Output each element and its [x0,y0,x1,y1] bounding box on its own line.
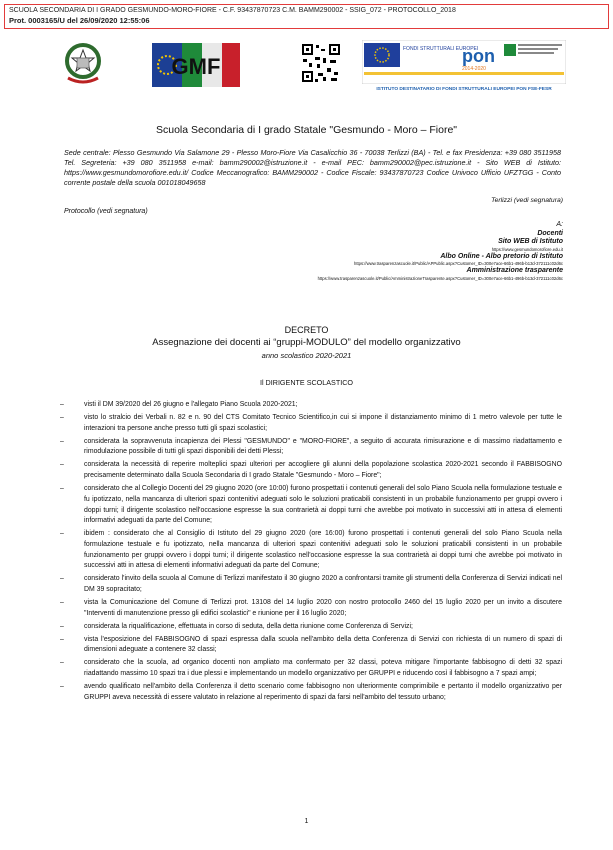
republic-emblem-icon [62,38,104,88]
school-year: anno scolastico 2020-2021 [261,351,352,360]
list-item: – vista l'esposizione del FABBISOGNO di spazi espressa dalla scuola nell'ambito della detta Conferenza di Servizi con richiesta di un numero di spazi di dimensioni adeguate a contenere 32 classi; [60,635,562,654]
pon-fondi-text: FONDI STRUTTURALI EUROPEI [403,46,479,52]
stamp-line-2: Prot. 0003165/U del 26/09/2020 12:55:06 [9,16,150,25]
list-item: – avendo qualificato nell'ambito della Conferenza il detto scenario come fabbisogno non ulteriormente comprimibile e pertanto il modello organizzativo per GRUPPI aveva necessità di essere valutato in relazione al reperimento di spazi da farsi nell'ambito del tessuto urbano; [60,683,562,701]
recipient-sito-url[interactable]: https://www.gesmundomorofiore.edu.it [491,246,563,252]
gmf-school-logo [152,43,240,87]
recipient-docenti: Docenti [537,229,563,237]
list-item: – visto lo stralcio dei Verbali n. 82 e n. 90 del CTS Comitato Tecnico Scientifico,in cui si impone il distanziamento minimo di 1 metro valevole per tutte le interazioni tra persone anche presso tutti gli spazi scolastici; [60,414,562,432]
recipient-albo: Albo Online - Albo pretorio di Istituto [440,252,563,260]
list-item: – considerata la necessità di reperire molteplici spazi ulteriori per accogliere gli alunni della popolazione scolastica 2020-2021 secondo il FABBISOGNO precisamente determinato dalla Scuola Secondaria di I grado Statale "Gesmundo - Moro – Fiore"; [60,461,562,480]
recipients-a: A: [556,221,563,228]
recipient-amm: Amministrazione trasparente [466,267,563,274]
page-number: 1 [304,818,309,825]
list-item: – ibidem : considerato che al Consiglio di Istituto del 29 giugno 2020 (ore 16:00) furono prospettati i contenuti generali del solo Piano Scuola nella formulazione testuale e fu ipotizzato, nella mancanza di ulteriori spazi contenitivi adeguati solo le soluzioni praticabili consistenti in un probabile funzionamento per gruppi ovvero i doppi turni; il dirigente scolastico nell'occasione espresse la sua contrarietà ai doppi turni che avrebbe poi motivato in successivi atti in attesa di elementi informativi adeguati da parte del Comune; [60,530,562,570]
stamp-line-1: SCUOLA SECONDARIA DI I GRADO GESMUNDO-MORO-FIORE - C.F. 93437870723 C.M. BAMM290002 - SSIG_072 - PROTOCOLLO_2018 [9,7,456,14]
place-date: Terlizzi (vedi segnatura) [491,197,563,204]
qr-code-icon [301,43,341,83]
list-item: – vista la Comunicazione del Comune di Terlizzi prot. 13108 del 14 luglio 2020 con nostro protocollo 2460 del 15 luglio 2020 per un invito a discutere "Interventi di manutenzione presso gli edifici scolastici" e riunione per il 16 luglio 2020; [60,599,562,617]
recipient-sito: Sito WEB di Istituto [498,238,563,245]
list-item: – considerato che la scuola, ad organico docenti non ampliato ma confermato per 32 classi, poteva mitigare l'importante fabbisogno di detti 32 spazi riadattando massimo 10 spazi tra i due plessi e implementando un modello organizzativo per GRUPPI e riducendo così il fabbisogno a 7 spazi ampi; [60,659,562,678]
premises-list [60,400,562,706]
dirigente-heading: Il DIRIGENTE SCOLASTICO [259,378,354,387]
list-item: – considerato l'invito della scuola al Comune di Terlizzi manifestato il 30 giugno 2020 a confrontarsi tramite gli strumenti della Conferenza di Servizi indicati nel DM 39 sopracitato; [60,575,562,594]
pon-footer-text: ISTITUTO DESTINATARIO DI FONDI STRUTTURALI EUROPEI PON FSE-FESR [376,87,552,92]
decree-subject: Assegnazione dei docenti ai “gruppi-MODULO” del modello organizzativo [152,337,461,348]
protocol-stamp [4,4,609,29]
list-item: – considerata la riqualificazione, effettuata in corso di seduta, della detta riunione come Conferenza di Servizi; [60,622,413,630]
gmf-text: GMF [171,54,221,79]
list-item: – considerata la sopravvenuta incapienza dei Plessi "GESMUNDO" e "MORO-FIORE", a seguito di accurata rimisurazione e di massimo riadattamento e rimodulazione possibile di tutti gli spazi disponibili dei detti Plessi; [60,437,562,456]
list-item: – visti il DM 39/2020 del 26 giugno e l'allegato Piano Scuola 2020-2021; [60,401,298,408]
pon-fse-banner [362,40,566,92]
school-name: Scuola Secondaria di I grado Statale "Gesmundo - Moro – Fiore" [155,124,458,136]
pon-years-text: 2014-2020 [462,66,486,72]
protocol-label: Protocollo (vedi segnatura) [64,208,148,215]
decree-title: DECRETO [284,325,329,335]
recipients-block [318,221,563,282]
pon-text: pon [462,46,495,66]
school-contact-info: Sede centrale: Plesso Gesmundo Via Salamone 29 - Plesso Moro-Fiore Via Casalicchio 36 - 70038 Terlizzi (BA) - Tel. e fax Presidenza: +39 080 3511958 Tel. Segreteria: +39 080 3511958 e-mail: bamm290002@istruzione.it - e-mail PEC: bamm290002@pec.istruzione.it - Sito WEB di Istituto: https://www.gesmundomorofiore.edu.it/ Codice Meccanografico: BAMM290002 - Codice Fiscale: 93437870723 Codice Univoco Ufficio UFZTGG - Conto corrente postale della scuola 001018049658 [64,148,561,187]
recipient-albo-url[interactable]: https://www.trasparenzascuole.it/Public/APPublic.aspx?Customer_ID=300e7ace-66b1-496b-b13d-372111c02d6c [354,261,563,266]
list-item: – considerato che al Collegio Docenti del 29 giugno 2020 (ore 10:00) furono prospettati i contenuti generali del solo Piano Scuola nella formulazione testuale e fu ipotizzato, nella mancanza di ulteriori spazi contenitivi adeguati solo le soluzioni praticabili consistenti in un probabile funzionamento per gruppi ovvero i doppi turni; il dirigente scolastico nell'occasione espresse la sua contrarietà ai doppi turni che avrebbe poi motivato in successivi atti in attesa di elementi informativi adeguati da parte del Comune; [60,485,562,525]
recipient-amm-url[interactable]: https://www.trasparenzascuole.it/Public/AmministrazioneTrasparente.aspx?Customer_ID=300e7ace-66b1-496b-b13d-372111c02d6c [317,275,563,281]
